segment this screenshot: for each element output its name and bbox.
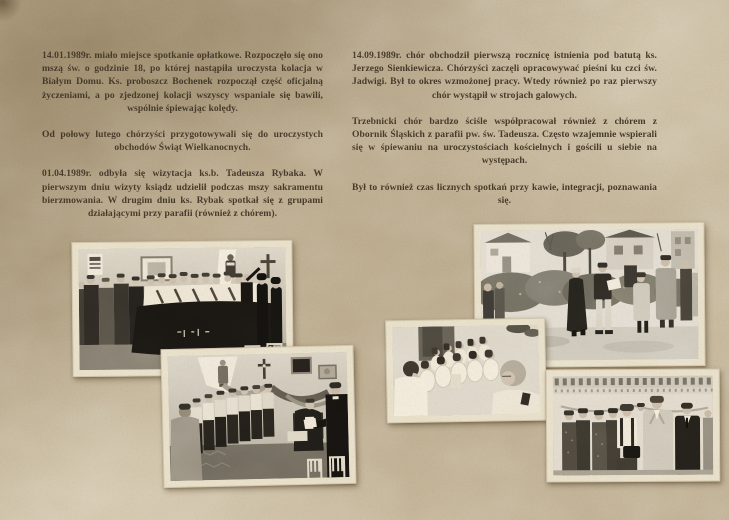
paragraph-coffee-meetings: Był to również czas licznych spotkań przy kawie, integracji, poznawania się.: [352, 181, 657, 206]
photo-image-choir-singing: [392, 325, 540, 417]
right-page-text: [352, 49, 657, 207]
paragraph-easter-preparation: Od połowy lutego chórzyści przygotowywali się do uroczystych obchodów Świąt Wielkanocnych.: [42, 129, 323, 154]
paragraph-first-anniversary: 14.09.1989r. chór obchodził pierwszą rocznicę istnienia pod batutą ks. Jerzego Sienkiewicza. Chórzyści zaczęli opracowywać pieśni ku czci św. Jadwigi. Był to okres wzmożonej pracy. Wtedy również po raz pierwszy chór wystąpił w strojach galowych.: [352, 50, 657, 101]
photo-reception-group: [546, 369, 721, 483]
paragraph-oplatek-meeting: 14.01.1989r. miało miejsce spotkanie opłatkowe. Rozpoczęło się ono mszą św. o godzinie 18, po której nastąpiła uroczysta kolacja w Białym Domu. Ks. proboszcz Bochenek rozpoczął część oficjalną życzeniami, a po zjedzonej kolacji wszyscy wspaniale się bawili, wspólnie śpiewając kolędy.: [42, 50, 323, 114]
photo-visitation-meeting: [160, 345, 356, 488]
photo-image-reception-group: [553, 376, 714, 476]
paragraph-visitation: 01.04.1989r. odbyła się wizytacja ks.b. Tadeusza Rybaka. W pierwszym dniu wizyty ksiądz udzielił podczas mszy sakramentu bierzmowania. W drugim dniu ks. Rybak spotkał się z grupami działającymi przy parafii (również z chórem).: [42, 168, 323, 220]
paragraph-oborniki-cooperation: Trzebnicki chór bardzo ściśle współpracował również z chórem z Obornik Śląskich z parafii pw. św. Tadeusza. Często wzajemnie wspierali się w śpiewaniu na uroczystościach kościelnych i gościli u siebie na występach.: [352, 115, 657, 167]
photo-image-visitation-meeting: [168, 352, 350, 481]
photo-choir-singing: [385, 318, 547, 424]
left-page-text: [42, 49, 323, 220]
